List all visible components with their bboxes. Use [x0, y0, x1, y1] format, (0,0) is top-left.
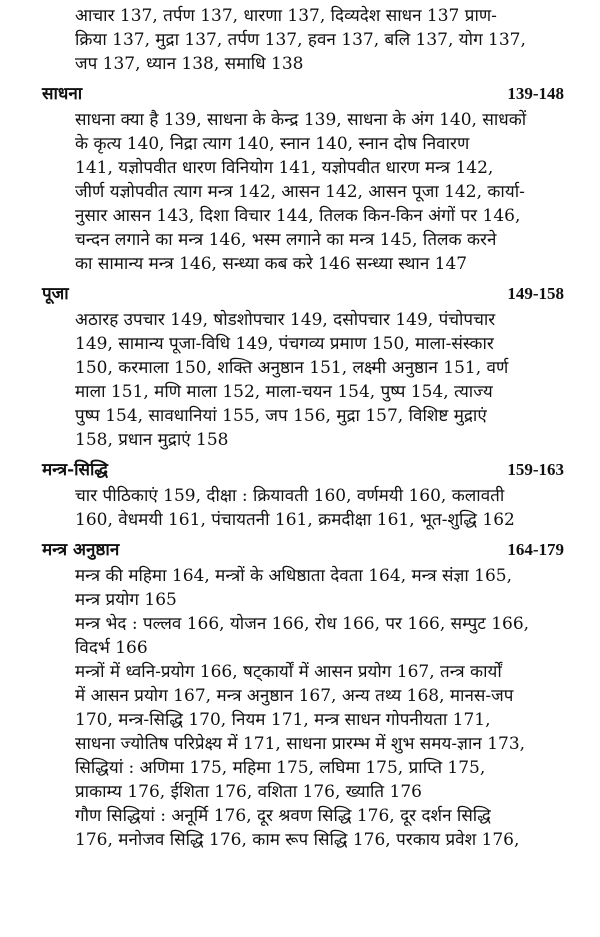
text-line: मन्त्र भेद : पल्लव 166, योजन 166, रोध 166, पर 166, सम्पुट 166, — [75, 614, 530, 634]
text-line: चन्दन लगाने का मन्त्र 146, भस्म लगाने का मन्त्र 145, तिलक करने — [75, 230, 497, 250]
section-heading — [0, 80, 600, 108]
text-line: प्राकाम्य 176, ईशिता 176, वशिता 176, ख्याति 176 — [75, 782, 422, 802]
page-range: 139-148 — [507, 84, 564, 103]
text-line: 170, मन्त्र-सिद्धि 170, नियम 171, मन्त्र साधन गोपनीयता 171, — [75, 710, 491, 730]
section-sadhana — [0, 80, 600, 276]
text-line: 160, वेधमयी 161, पंचायतनी 161, क्रमदीक्षा 161, भूत-शुद्धि 162 — [75, 510, 515, 530]
text-line: सिद्धियां : अणिमा 175, महिमा 175, लघिमा 175, प्राप्ति 175, — [75, 758, 486, 778]
text-line: पुष्प 154, सावधानियां 155, जप 156, मुद्रा 157, विशिष्ट मुद्राएं — [75, 406, 487, 426]
text-line: साधना क्या है 139, साधना के केन्द्र 139, साधना के अंग 140, साधकों — [75, 110, 527, 130]
text-line: 158, प्रधान मुद्राएं 158 — [75, 430, 229, 450]
page-range: 149-158 — [507, 284, 564, 303]
text-line: मन्त्र की महिमा 164, मन्त्रों के अधिष्ठाता देवता 164, मन्त्र संज्ञा 165, — [75, 566, 513, 586]
text-line: के कृत्य 140, निद्रा त्याग 140, स्नान 140, स्नान दोष निवारण — [75, 134, 470, 154]
intro-block — [0, 4, 600, 76]
text-line: साधना ज्योतिष परिप्रेक्ष्य में 171, साधना प्रारम्भ में शुभ समय-ज्ञान 173, — [75, 734, 526, 754]
text-line: 150, करमाला 150, शक्ति अनुष्ठान 151, लक्ष्मी अनुष्ठान 151, वर्ण — [75, 358, 509, 378]
text-line: 149, सामान्य पूजा-विधि 149, पंचगव्य प्रमाण 150, माला-संस्कार — [75, 334, 494, 354]
section-heading — [0, 280, 600, 308]
text-line: आचार 137, तर्पण 137, धारणा 137, दिव्यदेश साधन 137 प्राण- — [75, 6, 497, 26]
text-line: विदर्भ 166 — [75, 638, 148, 658]
section-title: साधना — [42, 84, 83, 104]
text-line: जप 137, ध्यान 138, समाधि 138 — [75, 54, 304, 74]
text-line: माला 151, मणि माला 152, माला-चयन 154, पुष्प 154, त्याज्य — [75, 382, 493, 402]
text-line: जीर्ण यज्ञोपवीत त्याग मन्त्र 142, आसन 142, आसन पूजा 142, कार्या- — [75, 182, 525, 202]
text-line: नुसार आसन 143, दिशा विचार 144, तिलक किन-किन अंगों पर 146, — [75, 206, 521, 226]
text-line: चार पीठिकाएं 159, दीक्षा : क्रियावती 160, वर्णमयी 160, कलावती — [75, 486, 505, 506]
text-line: का सामान्य मन्त्र 146, सन्ध्या कब करे 146 सन्ध्या स्थान 147 — [75, 254, 468, 274]
page-range: 159-163 — [507, 460, 564, 479]
text-line: मन्त्र प्रयोग 165 — [75, 590, 177, 610]
text-line: मन्त्रों में ध्वनि-प्रयोग 166, षट्कार्यों में आसन प्रयोग 167, तन्त्र कार्यों — [75, 662, 502, 682]
text-line: 141, यज्ञोपवीत धारण विनियोग 141, यज्ञोपवीत धारण मन्त्र 142, — [75, 158, 494, 178]
section-mantra-siddhi — [0, 456, 600, 532]
text-line: गौण सिद्धियां : अनूर्मि 176, दूर श्रवण सिद्धि 176, दूर दर्शन सिद्धि — [75, 806, 491, 826]
section-heading — [0, 536, 600, 564]
text-line: अठारह उपचार 149, षोडशोपचार 149, दसोपचार 149, पंचोपचार — [75, 310, 496, 330]
section-mantra-anushthan — [0, 536, 600, 852]
text-line: में आसन प्रयोग 167, मन्त्र अनुष्ठान 167, अन्य तथ्य 168, मानस-जप — [75, 686, 514, 706]
section-heading — [0, 456, 600, 484]
section-title: पूजा — [42, 284, 69, 304]
section-title: मन्त्र-सिद्धि — [42, 460, 109, 480]
section-title: मन्त्र अनुष्ठान — [42, 540, 120, 560]
page-range: 164-179 — [507, 540, 564, 559]
section-puja — [0, 280, 600, 452]
text-line: 176, मनोजव सिद्धि 176, काम रूप सिद्धि 176, परकाय प्रवेश 176, — [75, 830, 520, 850]
text-line: क्रिया 137, मुद्रा 137, तर्पण 137, हवन 137, बलि 137, योग 137, — [75, 30, 526, 50]
